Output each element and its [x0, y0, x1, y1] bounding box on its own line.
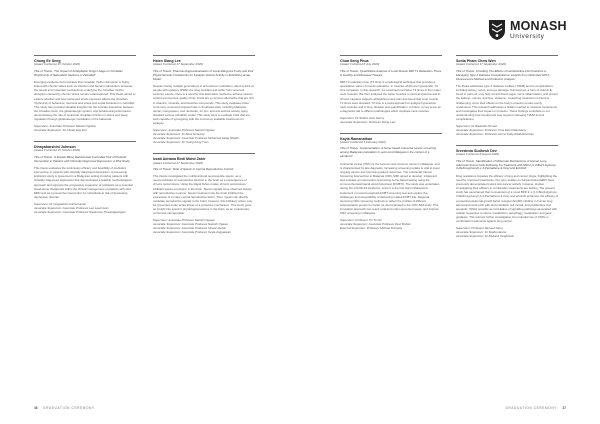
- graduate-entry: [340, 133, 442, 230]
- supervisor: Associate Supervisor: Dr Yeong Keng Yoon: [153, 139, 209, 144]
- supervisor: Associate Supervisor: Associate Professor Lee Learn-Han: [34, 205, 109, 210]
- supervisor: Supervisor: Associate Professor Satoshi Ogawa: [153, 127, 215, 132]
- logo-name: MONASH: [510, 19, 567, 33]
- supervisor: Associate Supervisor: Associate Professor Devi Mohan: [340, 221, 411, 226]
- thesis-title: Title of Thesis: 'Pharmacological Evaluation of Local Mangrove Fruits and their Phytochemical Constituents for Synaptic Vesicle Activity in Zebrafish Larvae Model': [153, 68, 254, 81]
- thesis-title: Title of Thesis: 'A Double-Blind, Randomised Controlled Trial of Prebiotic Intervention in Patients with Clinically Diagnosed Depression: A Pilot Study': [34, 154, 131, 163]
- supervisor: Associate Supervisor: Associate Professor Mohamed Faiqq Shaikh: [153, 135, 239, 140]
- graduate-entry: [340, 56, 442, 124]
- graduate-name: Sonia Pham Chew Wen: [456, 59, 496, 63]
- thesis-title: Title of Thesis: 'Unveiling The Effects of Lactobacillus-Fish Fractions in Managing Type 2 Diabetes Complications: Insights from Optimized HPLC Fluorescence Method and Proteomic Analysis': [456, 68, 550, 81]
- supervisor: Associate Supervisor: Dr Syafiq Hanna: [456, 229, 506, 234]
- footer-left: [34, 406, 95, 410]
- award-date: (Award Conferred 17 September 2020): [456, 62, 506, 67]
- graduate-entry: [34, 141, 136, 214]
- thesis-abstract: Colorectal cancer (CRC) is the second most common cancer in Malaysia, and is characterised by late diagnosis, increasing screening uptake is vital to lower ongoing cancer and improving patient outcomes. The Colorectal Cancer Screening Intervention in Malaysia (CRC-SIM) aimed to develop, implement and evaluate an intervention (promoting home-based testing using the immunochemical faecal occult blood test (iFOBT)). The study was undertaken during the COVID-19 pandemic, since it is the first trial in Malaysia to implement or retest household iFOBT screening test and explore the challenges and acceptability of delivering mailed iFOBT kits. Regional stemming CRC screening methods to reflect the profiles of different subpopulation groups is crucial, as demonstrated in the CRC-SIM study. This innovative approach can reach rural and under resourced areas, and improve CRC screening in Malaysia.: [340, 161, 440, 216]
- graduate-name: Chua Seng Phua: [340, 59, 369, 63]
- page-number-right: 37: [562, 406, 566, 410]
- column-3: [340, 55, 442, 239]
- thesis-title: Title of Thesis: 'Quantitative Analysis of Local Muscle MRI T2 Relaxation Times in Healthy and Diseased Tissues': [340, 68, 442, 77]
- supervisor: Supervisor: Dr Vengadesh Letchumanan: [34, 201, 87, 206]
- graduate-name: Chong Ee Seng: [34, 59, 61, 63]
- supervisor: Associate Supervisor: Dr Rishanti Tangkoban: [456, 233, 515, 238]
- graduate-name: Hsien Siang Lee: [153, 59, 181, 63]
- supervisor: Associate Supervisor: Associate Professor Ishwar Parhar: [153, 226, 227, 231]
- graduate-entry: [153, 153, 255, 234]
- thesis-abstract: Drug resistance impedes the efficacy of lung and cancer drugs, highlighting the need for improved treatments. Our prior studies on Sarpanchoka (EBP) have previously demonstrated potent anti-cancer activity, however, studies investigating their efficacy in combination treatments are lacking. The present study has ascertained that co-treatment of a novel BKD 3-1 (1,3-Bis(4-Hydroxy-3-Methoxyphenyl)-1,4-Pentadiene-3-One) and erlotinib enhances the efficacy of a potential epidermal growth factor receptor (EGFR) inhibitor in human lung adenocarcinoma cells with demonstration cell-mortal, anti-proliferative and apoptotic. Whilst possible as modulation of signalling pathways associated with cellular responses to stress, metabolism, autophagy, metabolism and gene guidance. This warrant further investigation into potential use of CNPs in combination treatments against lung cancer.: [456, 173, 558, 224]
- supervisor: Supervisor: Dr Shalini Jane Heimy: [340, 115, 385, 120]
- thesis-title: Title of Thesis: 'Identification of Molecular Mechanisms of Human Lung Adenocarcinoma Cells Following Co-Treatment with NSC2 [1,3-Bis(4-Hydroxy-3-Methoxyphenyl)-1,4-Pentadiene-3-One] and Erlotinib': [456, 158, 557, 171]
- award-date: (Award Conferred 8 July 2020): [340, 62, 380, 67]
- supervisor: Associate Supervisor: Associate Professor Keyla Anggarwan: [153, 230, 231, 235]
- column-1: [34, 55, 136, 223]
- supervisor: Supervisor: Professor Tin Tin Su: [340, 217, 382, 222]
- supervisor: Associate Supervisor: Associate Professor Sivakumar Thurairajasingam: [34, 209, 126, 214]
- graduate-entry: [456, 56, 558, 136]
- graduate-entry: [153, 56, 255, 144]
- award-date: (Award Conferred 15 October 2020): [34, 62, 81, 67]
- monash-shield-icon: [488, 19, 506, 41]
- award-date: (Award Conferred 15 October 2020): [34, 148, 81, 153]
- graduate-name: Sreedevia Sudhesh Dev: [456, 148, 497, 153]
- monash-logo: [488, 17, 580, 43]
- thesis-title: Title of Thesis: 'The Impact of Antiepileptic Drugs Usage on Circadian Rhythmicity of Naturalistic Seizures in Zebrafish': [34, 68, 123, 77]
- graduate-entry: [456, 145, 558, 238]
- thesis-abstract: Emerging evidence demonstrates that circadian rhythm disruption is highly linked with chronic states such as infection and human malnutrition. However, the neural and molecular mechanisms underlying the circadian rhythm disruption caused by chronic stress remain underexplored. This thesis aimed to explore whether and how prolonged stress exposure affects the circadian rhythmicity of behaviour, neuronal and stress and social behaviour in zebrafish. This study has provided valuable insights into the intricate interaction between the circadian clock, the glutamatergic system, and behavioural performance, demonstrating the role of molecular circadian function in stress and sleep regulation through glutamatergic modulation of the habenula.: [34, 80, 136, 122]
- thesis-abstract: This thesis evaluates the preliminary efficacy and feasibility of prebiotics intervention in patients with clinically diagnosed depression. A pioneering prebiotics study is presented in a Malaysian setting involving patients with clinically diagnosed depression that demonstrated a feasible methodological approach and supports the progressive expansion of prebiotics as a potential stand-alone therapeutic within the clinical management of patients with mild MDD and as a preventive intervention for individuals at risk of developing depressive disorder.: [34, 166, 133, 199]
- footer-label-left: GRADUATION CEREMONY: [43, 406, 95, 410]
- thesis-abstract: Despite having multiple generations of anti-seizure medication, about a third of people with epilepsy (PWE) are drug resistant and suffer from recurrent seizures. Hence, there is a need for this alternative method to achieve seizure control and improve quality of life. Fruits are a common alternative that are rich in vitamins, minerals, and bioactive compounds. This study evaluates three commonly consumed tropical fruits in Southeast Asia, including Malaysia: durian, mangosteen, and rambutan, for pro- and anti-seizure activity using standard seizure zebrafish model. This study aims to evaluate fruits that are both capable of synergising with the commonly available treatments for epilepsy.: [153, 84, 254, 126]
- graduate-name: Dinayabarshini Johnson: [34, 144, 76, 149]
- logo-subtitle: University: [510, 32, 545, 40]
- supervisor: Supervisor: Dr Badariah Ahmad: [456, 123, 497, 128]
- award-date: (Award Conferred 17 September 2020): [153, 62, 203, 67]
- supervisor: Associate Supervisor: Dr Chuah Hay Fen: [34, 127, 87, 132]
- page-number-left: 36: [34, 406, 38, 410]
- supervisor: Associate Supervisor: Professor Uma Devi Palanisamy: [456, 127, 527, 132]
- supervisor: Associate Supervisor: Associate Professor Satoshi Ogawa: [153, 222, 228, 226]
- award-date: (Award Conferred 5 February 2020): [340, 140, 386, 145]
- award-date: (Award Conferred 17 September 2020): [153, 160, 203, 165]
- column-4: [456, 55, 558, 247]
- supervisor: Associate Supervisor: Dr Alina Arulsamy: [153, 131, 205, 136]
- supervisor: Associate Supervisor: Professor Meng Law: [340, 119, 396, 124]
- supervisor: Supervisor: Associate Professor Satoshi Ogawa: [153, 217, 215, 222]
- award-date: (Award Conferred 6 August 2020): [456, 152, 500, 157]
- graduate-name: Kayla Ramanathan: [340, 136, 373, 141]
- supervisor: Supervisor: Associate Professor Satoshi Ogawa: [34, 123, 96, 128]
- supervisor: External Supervisor: Professor Michael Donnelly: [340, 225, 403, 230]
- thesis-abstract: The thesis addresses type 2 diabetes mellitus (T2DM) and its complications, including kidney, nerve, and eye damage. Sucrosomes, a form of vitamin E found in palm oil, may help control blood sugar, nerve inflammation, and protect the kidneys, nerves, and liver. However, measuring tocotrienol in blood is challenging, since their effects on the body's proteins remain poorly understood. This research addresses a hidden method to measure tocotrienols and investigates their impact on proteins. These findings contribute to our understanding how tocotrienols may support managing T2DM and its complications.: [456, 84, 558, 122]
- thesis-title: Title of Thesis: 'Implementation of home-based colorectal cancer screening among Malaysian population in semi-rural Malaysia in the context of a pandemic': [340, 146, 436, 159]
- supervisor: Supervisor: Professor Ramesh Mout: [456, 225, 503, 230]
- column-2: [153, 55, 255, 243]
- footer-label-right: GRADUATION CEREMONY: [505, 406, 557, 410]
- graduate-entry: [34, 56, 136, 132]
- thesis-abstract: MRI T2 relaxation time (T2 time) is a radiological technique that provides a quantitative value of muscle relaxation. In muscles which are hyperacidic, T2 time increases. In this research, we examined normative T2 times in four major neck muscles. We then analysed the same muscles in cervical dystonia and in chronic migraine subjects with/without neck pain and found that most muscle T2 times were elevated. T2 time is a rapid approach to analyse hyperactive neck muscles and in time, disease and quantification. In future, it may serve as a diagnostic aid to different pathologies which implicate neck muscles.: [340, 80, 441, 113]
- thesis-abstract: This thesis investigates the multifunctional neuropeptide spexin, as a neuromodulator of reproductive function in the brain as a consequence of chronic social stress. Using the tilapia fishes model, chronic social stress inhibited spexin-a receptor in the brain. Spexin signals were observed closely with reproductive neurons. Spexin treatment into the brain inhibited the expression of a major central reproductive factor. Thus, spexin can directly modulate reproductive signals in the brain; however, this inhibitory action may be prevented under acute stress or a protective mechanism. This study gives an insight into spexin's physiological actions in the brain, as an evolutionary conserved neuropeptide.: [153, 174, 253, 216]
- supervisor: Associate Supervisor: Professor Ammu Kutty Radhakrishnan: [456, 131, 534, 136]
- thesis-title: Title of Thesis: 'Role of Spexin in Central Reproductive Control': [153, 166, 234, 171]
- footer-right: [505, 406, 566, 410]
- graduate-name: Izzati Adriana Binti Mohd Zahir: [153, 157, 206, 162]
